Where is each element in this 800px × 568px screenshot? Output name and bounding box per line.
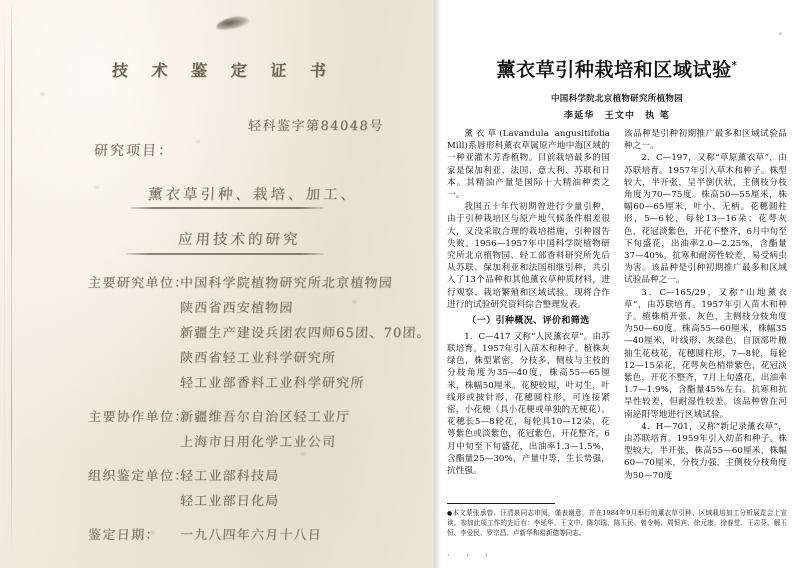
paper-spot — [196, 140, 200, 143]
article-affiliation: 中国科学院北京植物研究所植物园 — [550, 94, 683, 104]
footnote-separator-rule — [447, 503, 555, 504]
field-label-appraisal-date: 鉴定日期： — [87, 528, 161, 543]
numbered-item: 2．C—197，又称“草原薰衣草”，由苏联培育。1957年引入草木和种子。株型较大，半开张，呈半倒伏状，主侧枝分枝角度为70—75度。株高50—55厘米，株幅60—65厘米，叶小、无柄。花穗圆柱形，5—6轮，每轮13—16朵；花萼灰色，花冠淡紫色，开花不整齐，6月中旬至下旬盛花，出油率2.0—2.25%，含酯量37—40%。抗寒和耐涝性较差，易受病虫为害。该品种是引种初期推广最多和区域试验品种之一。 — [624, 153, 787, 286]
field-value: 陕西省西安植物园 — [179, 301, 294, 316]
certificate-number: 轻科鉴字第84048号 — [247, 119, 385, 134]
paragraph: 薰衣草(Lavandula angusitifolia Mill)系唇形科薰衣草属原产地中海区域的一种亚灌木芳香植物。目前栽培最多的国家是保加利亚、法国、意大利、苏联和日本。其精油产量是国际十大精油种类之一。 — [447, 129, 610, 201]
field-value: 上海市日用化学工业公司 — [179, 435, 337, 450]
author-name: 李延华 — [564, 111, 595, 121]
article-column-2 — [624, 128, 787, 500]
field-value: 陕西省轻工业科学研究所 — [179, 351, 337, 366]
field-value: 新疆生产建设兵团农四师65团、70团。 — [179, 326, 432, 341]
paper-spot — [94, 186, 100, 189]
article-title — [434, 55, 800, 82]
field-value: 轻工业部香料工业科学研究所 — [179, 376, 365, 391]
project-title-line-2: 应用技术的研究 — [177, 232, 301, 248]
paper-spot — [352, 300, 357, 304]
field-value: 轻工业部科技局 — [179, 469, 280, 484]
numbered-item: 1．C—417 又称“人民薰衣草”。由苏联培育。1957年引入苗木和种子。植株灰绿色，株型紧密，分枝多，侧枝与主枝的分枝角度为35—40度，株高55—65厘米，株幅50厘米。花梗较短，叶对生，叶线形或披针形，花穗圆柱形，可连接紧密，小花梗（具小花梗或单独的无梗花）。花穗长5—8轮花，每轮具10—12朵，花萼紫色或淡紫色，花冠紫色，开花整齐，6月中旬至下旬盛花，出油率1.3—1.5%，含酯量25—30%，产量中等，生长势强，抗性强。 — [447, 331, 610, 477]
field-value: 新疆维吾尔自治区轻工业厅 — [179, 410, 351, 425]
ink-smudge — [215, 14, 250, 31]
section-heading: （一）引种概况、评价和筛选 — [467, 316, 590, 327]
paragraph: 我国五十年代初期曾进行少量引种，由于引种栽培区与原产地气候条件相差很大，又没采取合理的栽培措施，引种圆告失败。1956—1957年中国科学院植物研究所北京植物园、轻工部香料研究所先后从苏联、保加利亚和法国相继引种，共引入了13个品种和其他薰衣草种质材料，进行观察、栽培繁殖和区域试验。现将合作进行的试验研究资料综合整理发表。 — [447, 202, 610, 310]
field-value: 轻工业部日化局 — [179, 494, 280, 509]
field-label-main-research-units: 主要研究单位： — [87, 276, 190, 291]
author-role: 执 笔 — [645, 111, 670, 121]
underline-rule — [130, 207, 324, 209]
footnote-bullet-icon: ● — [447, 510, 453, 517]
paper-spot — [40, 92, 45, 96]
article-title-text: 薰衣草引种栽培和区域试验 — [496, 59, 732, 81]
field-label-collaborating-units: 主要协作单位： — [87, 410, 190, 425]
gutter-shadow — [434, 0, 441, 568]
project-label: 研究项目： — [93, 143, 175, 159]
article-body-columns — [447, 128, 787, 500]
page-edge-line — [11, 0, 12, 568]
paragraph-continuation: 该品种是引种初期推广最多和区域试验品种之一。 — [624, 129, 787, 152]
page-dots: · · · — [447, 551, 495, 560]
numbered-item: 3．C—165/29，又称“山地薰衣草”，由苏联培育。1957年引入苗木和种子。植株梢开张、灰色，主侧枝分枝角度为50—60度。株高55—60厘米，株幅35—40厘米，叶线形、灰绿色，自顶部叶腋抽生花枝花，花穗圆柱形，7—8轮，每轮12—15朵花，花萼灰色梢带紫色，花冠淡紫色，开花不整齐，7月上旬盛花，出油率1.7—1.9%，含酯量45%左右。抗寒和抗旱性较差，但耐湿性较差。该品种曾在河南泌阳等地进行区域试验。 — [624, 287, 787, 420]
page-edge-line-outer — [4, 0, 5, 568]
project-title-line-1: 薰衣草引种、栽培、加工、 — [147, 187, 359, 203]
article-title-footnote-mark: * — [731, 60, 738, 72]
author-name: 王文中 — [604, 111, 636, 121]
article-footnote — [447, 509, 787, 539]
paper-spot — [300, 452, 306, 456]
numbered-item: 4．H—701，又称“新记录薰衣草”，由苏联培育。1959年引入幼苗和种子。株型较大，半开张，株高55—60厘米，株幅60—70厘米，分枝力强，主侧枝分枝角度为50—70度 — [624, 421, 787, 481]
article-column-1 — [447, 128, 610, 500]
certificate-title: 技 术 鉴 定 证 书 — [111, 61, 336, 80]
field-label-organizing-units: 组织鉴定单位： — [87, 469, 190, 484]
underline-rule — [126, 253, 324, 255]
right-page-article — [434, 0, 800, 568]
footnote-text: 本文蒙张承曾、汪清泉同志审阅，谨表谢意，并在1984年9月举行的薰衣草引种、区域栽培加工分析展览会上宣读。参加此项工作的先后有：李延华、王文中、陈尔瑞、陈玉民、曾令畅、周恒宾、徐元康、徐春堂、王志芬、解玉恒、李爱民、罗宗昌、卢新华和易新德等同志。 — [447, 509, 787, 537]
scan-mark — [779, 32, 782, 35]
field-value: 中国科学院植物研究所北京植物园 — [179, 276, 394, 291]
field-value-appraisal-date: 一九八四年六月十八日 — [179, 528, 323, 543]
article-authors — [434, 108, 800, 121]
